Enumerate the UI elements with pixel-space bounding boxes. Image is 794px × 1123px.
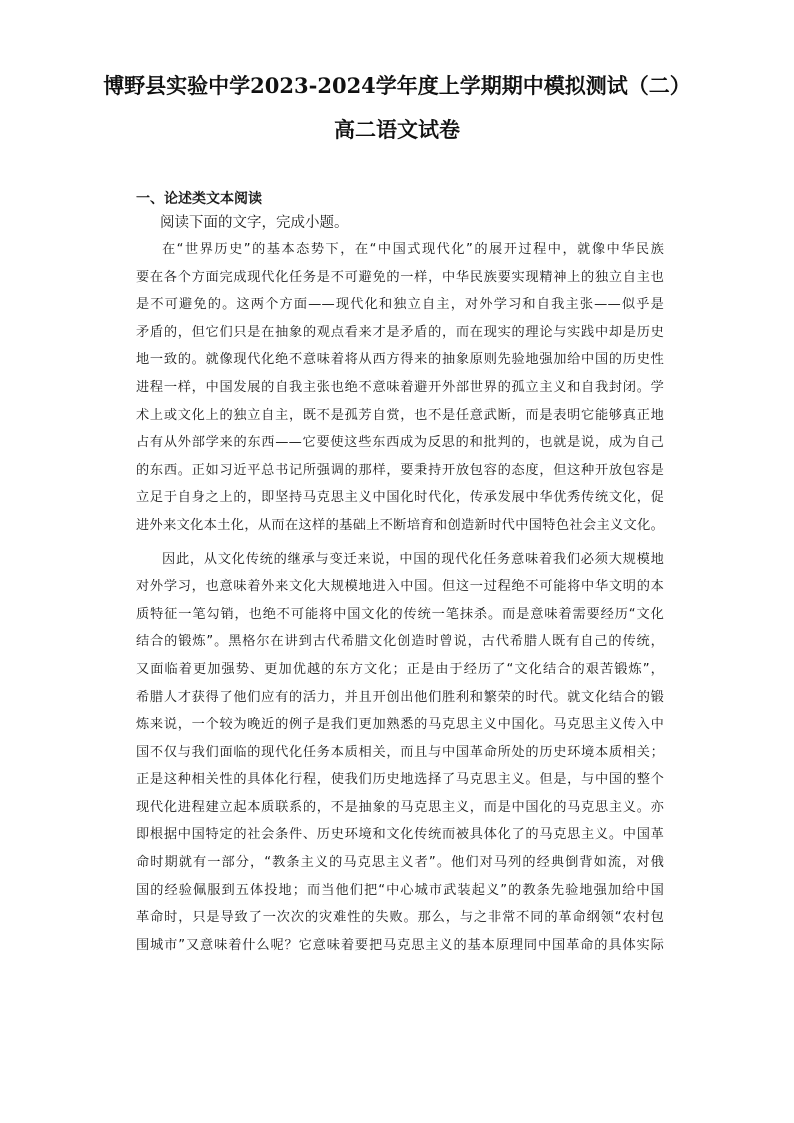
text-line: 进外来文化本土化，从而在这样的基础上不断培育和创造新时代中国特色社会主义文化。	[136, 517, 664, 533]
text-line: 对外学习，也意味着外来文化大规模地进入中国。但这一过程绝不可能将中华文明的本	[136, 579, 664, 595]
section-instruction: 阅读下面的文字，完成小题。	[160, 215, 349, 231]
paragraph-2	[136, 546, 664, 960]
section-heading: 一、论述类文本阅读	[136, 191, 262, 207]
exam-subtitle: 高二语文试卷	[334, 117, 460, 142]
text-line: 是不可避免的。这两个方面——现代化和独立自主，对外学习和自我主张——似乎是	[136, 297, 664, 313]
text-line: 现代化进程建立起本质联系的，不是抽象的马克思主义，而是中国化的马克思主义。亦	[136, 799, 664, 815]
text-line: 质特征一笔勾销，也绝不可能将中国文化的传统一笔抹杀。而是意味着需要经历“文化	[136, 606, 664, 622]
text-line: 的东西。正如习近平总书记所强调的那样，要秉持开放包容的态度，但这种开放包容是	[136, 462, 664, 478]
text-line: 在“世界历史”的基本态势下，在“中国式现代化”的展开过程中，就像中华民族	[162, 242, 664, 257]
text-line: 希腊人才获得了他们应有的活力，并且开创出他们胜利和繁荣的时代。就文化结合的锻	[136, 689, 664, 705]
text-line: 进程一样，中国发展的自我主张也绝不意味着避开外部世界的孤立主义和自我封闭。学	[136, 379, 664, 395]
text-line: 炼来说，一个较为晚近的例子是我们更加熟悉的马克思主义中国化。马克思主义传入中	[136, 717, 664, 733]
text-line: 命时期就有一部分，“教条主义的马克思主义者”。他们对马列的经典倒背如流，对俄	[136, 855, 664, 871]
text-line: 占有从外部学来的东西——它要使这些东西成为反思的和批判的，也就是说，成为自己	[136, 435, 664, 451]
text-line: 地一致的。就像现代化绝不意味着将从西方得来的抽象原则先验地强加给中国的历史性	[136, 352, 664, 368]
text-line: 围城市”又意味着什么呢？它意味着要把马克思主义的基本原理同中国革命的具体实际	[136, 937, 664, 953]
text-line: 革命时，只是导致了一次次的灾难性的失败。那么，与之非常不同的革命纲领“农村包	[136, 910, 664, 926]
text-line: 术上或文化上的独立自主，既不是孤芳自赏，也不是任意武断，而是表明它能够真正地	[136, 407, 664, 423]
text-line: 立足于自身之上的，即坚持马克思主义中国化时代化，传承发展中华优秀传统文化，促	[136, 490, 664, 506]
text-line: 因此，从文化传统的继承与变迁来说，中国的现代化任务意味着我们必须大规模地	[162, 551, 664, 567]
reading-passage	[136, 236, 664, 959]
text-line: 国的经验佩服到五体投地；而当他们把“中心城市武装起义”的教条先验地强加给中国	[136, 882, 664, 898]
text-line: 又面临着更加强势、更加优越的东方文化；正是由于经历了“文化结合的艰苦锻炼”，	[136, 661, 664, 677]
text-line: 国不仅与我们面临的现代化任务本质相关，而且与中国革命所处的历史环境本质相关；	[136, 744, 664, 760]
text-line: 矛盾的，但它们只是在抽象的观点看来才是矛盾的，而在现实的理论与实践中却是历史	[136, 324, 664, 340]
text-line: 要在各个方面完成现代化任务是不可避免的一样，中华民族要实现精神上的独立自主也	[136, 269, 664, 285]
text-line: 结合的锻炼”。黑格尔在讲到古代希腊文化创造时曾说，古代希腊人既有自己的传统，	[136, 634, 664, 650]
paragraph-1	[136, 236, 664, 540]
text-line: 即根据中国特定的社会条件、历史环境和文化传统而被具体化了的马克思主义。中国革	[136, 827, 664, 843]
text-line: 正是这种相关性的具体化行程，使我们历史地选择了马克思主义。但是，与中国的整个	[136, 772, 664, 788]
exam-title: 博野县实验中学2023-2024学年度上学期期中模拟测试（二）	[103, 73, 691, 98]
